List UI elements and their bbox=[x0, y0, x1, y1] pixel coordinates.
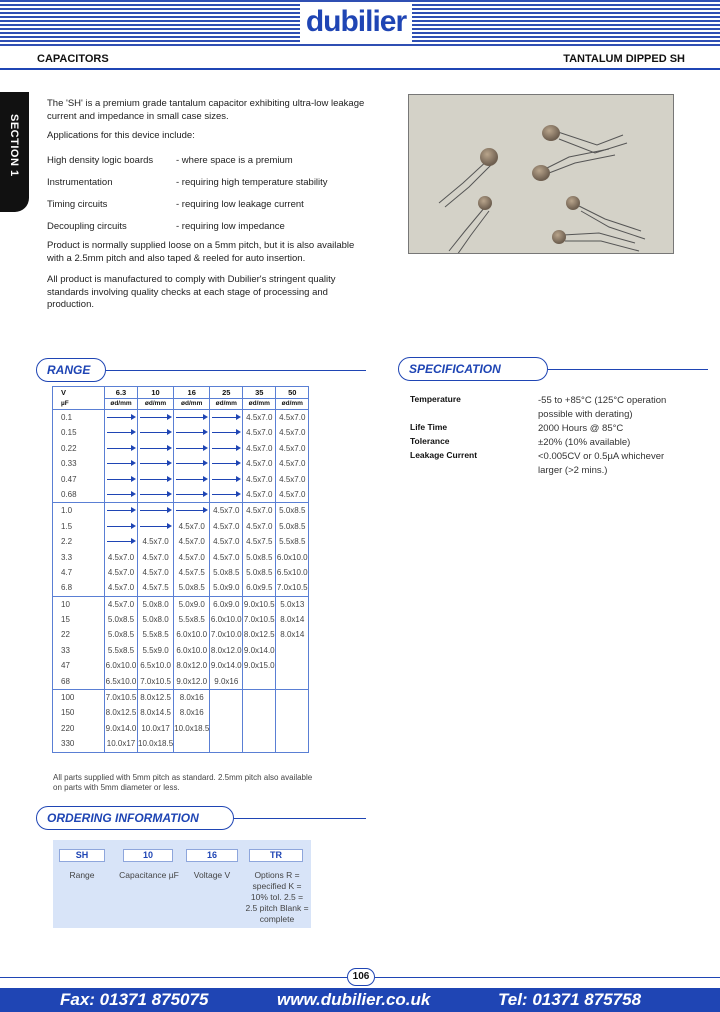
range-arrow bbox=[210, 456, 242, 471]
case-size: 8.0x12.0 bbox=[176, 661, 208, 671]
phone-number: Tel: 01371 875758 bbox=[498, 990, 642, 1009]
order-label-capacitance: Capacitance µF bbox=[119, 870, 179, 880]
case-size: 5.0x8.5 bbox=[107, 630, 135, 640]
range-arrow bbox=[210, 425, 242, 440]
case-size: 4.5x7.0 bbox=[246, 428, 273, 438]
case-size: 5.0x13 bbox=[280, 599, 305, 609]
capacitor-bead bbox=[480, 148, 498, 166]
capacitance-value: 0.1 bbox=[61, 413, 73, 422]
range-arrow bbox=[105, 503, 137, 518]
case-size: 5.0x8.0 bbox=[142, 615, 169, 625]
capacitor-bead bbox=[566, 196, 580, 210]
contact-footer bbox=[0, 988, 720, 1012]
case-size: 4.5x7.0 bbox=[107, 567, 135, 577]
case-size: 6.0x9.0 bbox=[213, 599, 240, 609]
fax-number: Fax: 01371 875075 bbox=[60, 990, 209, 1009]
voltage-header: 50 bbox=[276, 387, 309, 399]
voltage-header: 25 bbox=[210, 387, 243, 399]
range-arrow bbox=[105, 410, 137, 425]
case-size: 8.0x12.5 bbox=[243, 630, 275, 640]
capacitors-illustration bbox=[409, 95, 674, 254]
case-size: 5.0x8.5 bbox=[107, 615, 135, 625]
unit-header: ød/mm bbox=[243, 399, 276, 410]
order-code-capacitance: 10 bbox=[123, 849, 173, 862]
unit-header: ød/mm bbox=[138, 399, 174, 410]
specification-list bbox=[410, 394, 678, 478]
case-size: 4.5x7.0 bbox=[142, 552, 169, 562]
case-size: 6.5x10.0 bbox=[105, 676, 137, 686]
case-size: 8.0x16 bbox=[179, 693, 204, 703]
capacitance-value: 68 bbox=[61, 676, 70, 686]
case-size: 4.5x7.0 bbox=[178, 537, 205, 547]
case-size: 7.0x10.5 bbox=[105, 693, 137, 703]
case-size: 4.5x7.0 bbox=[279, 474, 306, 484]
case-size: 5.5x8.5 bbox=[142, 630, 169, 640]
order-code-range: SH bbox=[59, 849, 105, 862]
case-size: 9.0x10.5 bbox=[243, 599, 275, 609]
case-size: 4.5x7.0 bbox=[246, 521, 273, 531]
case-size: 4.5x7.0 bbox=[246, 459, 273, 469]
range-group bbox=[53, 690, 309, 753]
case-size: 10.0x18.5 bbox=[138, 739, 174, 749]
intro-paragraph: Applications for this device include: bbox=[47, 130, 195, 141]
case-size bbox=[243, 736, 275, 751]
spec-key: Temperature bbox=[410, 394, 461, 404]
range-arrow bbox=[138, 487, 173, 502]
capacitance-value: 0.47 bbox=[61, 474, 77, 484]
case-size: 4.5x7.0 bbox=[107, 552, 135, 562]
case-size: 10.0x17 bbox=[141, 723, 170, 733]
case-size: 8.0x14.5 bbox=[140, 708, 171, 718]
capacitance-value: 33 bbox=[61, 645, 70, 655]
brand-logo: dubilier bbox=[300, 4, 412, 42]
range-arrow bbox=[105, 472, 137, 487]
range-arrow bbox=[174, 472, 209, 487]
range-arrow bbox=[174, 410, 209, 425]
case-size: 4.5x7.5 bbox=[142, 583, 169, 593]
capacitance-value: 1.5 bbox=[61, 521, 73, 531]
case-size: 4.5x7.0 bbox=[213, 537, 240, 547]
size-column bbox=[210, 690, 243, 753]
case-size: 4.5x7.0 bbox=[178, 552, 205, 562]
case-size: 4.5x7.0 bbox=[246, 474, 273, 484]
applications-list bbox=[47, 155, 367, 243]
section-tab bbox=[0, 92, 29, 212]
case-size: 4.5x7.0 bbox=[107, 599, 135, 609]
spec-key: Life Time bbox=[410, 422, 448, 432]
capacitance-column bbox=[53, 503, 105, 596]
case-size: 6.0x10.0 bbox=[210, 615, 242, 625]
case-size: 5.0x8.5 bbox=[246, 552, 273, 562]
range-arrow bbox=[210, 487, 242, 502]
header-rule bbox=[0, 68, 720, 70]
size-column bbox=[174, 503, 210, 596]
case-size: 4.5x7.0 bbox=[246, 506, 273, 516]
voltage-header: 6.3 bbox=[105, 387, 138, 399]
application-desc: - where space is a premium bbox=[176, 155, 293, 166]
case-size bbox=[276, 721, 308, 736]
case-size: 7.0x10.5 bbox=[140, 676, 171, 686]
capacitance-column bbox=[53, 690, 105, 753]
range-heading: RANGE bbox=[36, 358, 106, 382]
application-desc: - requiring high temperature stability bbox=[176, 177, 328, 188]
case-size: 4.5x7.0 bbox=[279, 428, 306, 438]
size-column bbox=[276, 410, 309, 503]
case-size: 5.5x9.0 bbox=[142, 645, 169, 655]
case-size: 5.5x8.5 bbox=[178, 615, 205, 625]
case-size: 8.0x12.5 bbox=[105, 708, 137, 718]
capacitance-value: 0.15 bbox=[61, 428, 77, 438]
case-size: 5.0x8.5 bbox=[178, 583, 205, 593]
capacitance-value: 2.2 bbox=[61, 537, 73, 547]
case-size bbox=[243, 705, 275, 720]
case-size: 8.0x12.0 bbox=[210, 645, 242, 655]
capacitance-value: 6.8 bbox=[61, 583, 73, 593]
range-arrow bbox=[174, 441, 209, 456]
case-size: 4.5x7.0 bbox=[142, 537, 169, 547]
page-number-rule bbox=[375, 977, 720, 978]
application-desc: - requiring low impedance bbox=[176, 221, 285, 232]
size-column bbox=[210, 596, 243, 689]
range-arrow bbox=[210, 441, 242, 456]
spec-row bbox=[410, 436, 678, 450]
case-size: 4.5x7.0 bbox=[279, 489, 306, 499]
case-size bbox=[174, 736, 209, 751]
application-row bbox=[47, 199, 367, 221]
case-size: 5.0x9.0 bbox=[213, 583, 240, 593]
range-group bbox=[53, 410, 309, 503]
size-column bbox=[243, 596, 276, 689]
case-size: 9.0x14.0 bbox=[105, 723, 137, 733]
capacitance-label: µF bbox=[53, 399, 105, 410]
case-size: 4.5x7.0 bbox=[279, 459, 306, 469]
case-size: 6.5x10.0 bbox=[140, 661, 171, 671]
range-arrow bbox=[105, 456, 137, 471]
capacitance-value: 15 bbox=[61, 615, 70, 625]
case-size: 9.0x15.0 bbox=[243, 661, 275, 671]
case-size bbox=[276, 674, 308, 689]
spec-key: Leakage Current bbox=[410, 450, 478, 460]
page-number: 106 bbox=[347, 968, 375, 986]
case-size: 6.0x9.5 bbox=[246, 583, 273, 593]
range-arrow bbox=[138, 441, 173, 456]
capacitance-column bbox=[53, 410, 105, 503]
case-size: 10.0x18.5 bbox=[174, 723, 210, 733]
size-column bbox=[174, 596, 210, 689]
capacitance-value: 22 bbox=[61, 630, 70, 640]
case-size: 4.5x7.5 bbox=[246, 537, 273, 547]
case-size: 4.5x7.0 bbox=[142, 567, 169, 577]
application-name: Decoupling circuits bbox=[47, 221, 127, 232]
size-column bbox=[138, 503, 174, 596]
order-label-range: Range bbox=[69, 870, 95, 880]
size-column bbox=[174, 410, 210, 503]
capacitance-value: 220 bbox=[61, 723, 75, 733]
case-size bbox=[243, 674, 275, 689]
spec-value: -55 to +85°C (125°C operation possible with derating) bbox=[538, 395, 667, 420]
unit-header: ød/mm bbox=[174, 399, 210, 410]
capacitance-value: 0.33 bbox=[61, 459, 77, 469]
case-size bbox=[276, 658, 308, 673]
case-size: 7.0x10.5 bbox=[243, 615, 275, 625]
order-code-options: TR bbox=[249, 849, 303, 862]
case-size: 10.0x17 bbox=[106, 739, 136, 749]
intro-text bbox=[47, 97, 367, 148]
size-column bbox=[243, 503, 276, 596]
case-size: 6.0x10.0 bbox=[105, 661, 137, 671]
size-column bbox=[138, 690, 174, 753]
range-arrow bbox=[174, 503, 209, 518]
order-label-options: Options R = specified K = 10% tol. 2.5 = 2.5 pitch Blank = complete bbox=[245, 870, 309, 924]
specification-heading-rule bbox=[548, 369, 708, 370]
capacitance-column bbox=[53, 596, 105, 689]
voltage-header: 10 bbox=[138, 387, 174, 399]
spec-row bbox=[410, 450, 678, 478]
application-name: Timing circuits bbox=[47, 199, 108, 210]
size-column bbox=[276, 503, 309, 596]
case-size: 6.5x10.0 bbox=[276, 567, 308, 577]
case-size: 4.5x7.0 bbox=[213, 521, 240, 531]
ordering-heading-rule bbox=[234, 818, 366, 819]
case-size: 8.0x16 bbox=[179, 708, 204, 718]
case-size bbox=[210, 705, 242, 720]
capacitance-value: 100 bbox=[61, 693, 75, 703]
range-group bbox=[53, 503, 309, 596]
case-size: 4.5x7.0 bbox=[246, 413, 273, 422]
size-column bbox=[243, 690, 276, 753]
case-size bbox=[210, 736, 242, 751]
case-size: 5.5x8.5 bbox=[279, 537, 306, 547]
range-arrow bbox=[138, 425, 173, 440]
unit-header: ød/mm bbox=[276, 399, 309, 410]
application-name: Instrumentation bbox=[47, 177, 113, 188]
case-size: 4.5x7.0 bbox=[213, 552, 240, 562]
range-group bbox=[53, 596, 309, 689]
spec-row bbox=[410, 394, 678, 422]
spec-key: Tolerance bbox=[410, 436, 450, 446]
range-arrow bbox=[105, 441, 137, 456]
case-size: 5.0x9.0 bbox=[178, 599, 205, 609]
application-row bbox=[47, 155, 367, 177]
case-size: 4.5x7.0 bbox=[246, 443, 273, 453]
size-column bbox=[105, 503, 138, 596]
intro-paragraph: The 'SH' is a premium grade tantalum capacitor exhibiting ultra-low leakage current and impedance in small case sizes. bbox=[47, 98, 365, 122]
size-column bbox=[105, 690, 138, 753]
case-size: 9.0x14.0 bbox=[210, 661, 242, 671]
case-size: 5.0x8.0 bbox=[142, 599, 169, 609]
range-arrow bbox=[138, 472, 173, 487]
capacitance-value: 150 bbox=[61, 708, 75, 718]
case-size: 8.0x14 bbox=[280, 630, 305, 640]
size-column bbox=[174, 690, 210, 753]
intro-text-2 bbox=[47, 240, 367, 321]
size-column bbox=[243, 410, 276, 503]
case-size: 5.0x8.5 bbox=[279, 506, 306, 516]
case-size: 7.0x10.5 bbox=[276, 583, 308, 593]
case-size: 4.5x7.0 bbox=[279, 413, 306, 422]
case-size: 4.5x7.0 bbox=[246, 489, 273, 499]
spec-value: <0.005CV or 0.5µA whichever larger (>2 mins.) bbox=[538, 451, 665, 476]
category-title: CAPACITORS bbox=[37, 53, 109, 65]
capacitance-value: 0.22 bbox=[61, 443, 77, 453]
case-size bbox=[210, 690, 242, 705]
ordering-panel bbox=[53, 840, 311, 928]
case-size: 4.5x7.5 bbox=[178, 567, 205, 577]
range-arrow bbox=[138, 503, 173, 518]
size-column bbox=[138, 410, 174, 503]
case-size: 4.5x7.0 bbox=[213, 506, 240, 516]
intro-paragraph: All product is manufactured to comply with Dubilier's stringent quality standards involving quality checks at each stage of processing and production. bbox=[47, 274, 336, 310]
case-size: 5.5x8.5 bbox=[107, 645, 135, 655]
range-arrow bbox=[174, 456, 209, 471]
capacitance-value: 47 bbox=[61, 661, 70, 671]
case-size: 4.5x7.0 bbox=[178, 521, 205, 531]
voltage-header: 35 bbox=[243, 387, 276, 399]
size-column bbox=[105, 410, 138, 503]
range-arrow bbox=[138, 410, 173, 425]
case-size: 5.0x8.5 bbox=[246, 567, 273, 577]
range-table bbox=[52, 386, 309, 753]
voltage-label: V bbox=[53, 387, 105, 399]
capacitance-value: 1.0 bbox=[61, 506, 73, 516]
range-arrow bbox=[105, 487, 137, 502]
range-heading-rule bbox=[106, 370, 366, 371]
size-column bbox=[105, 596, 138, 689]
voltage-header: 16 bbox=[174, 387, 210, 399]
range-arrow bbox=[174, 425, 209, 440]
case-size: 9.0x16 bbox=[214, 676, 239, 686]
capacitance-value: 10 bbox=[61, 599, 70, 609]
case-size: 9.0x14.0 bbox=[243, 645, 275, 655]
intro-paragraph: Product is normally supplied loose on a 5mm pitch, but it is also available with a 2.5mm pitch and also taped & reeled for auto insertion. bbox=[47, 240, 355, 264]
case-size: 5.0x8.5 bbox=[213, 567, 240, 577]
case-size bbox=[243, 721, 275, 736]
size-column bbox=[210, 410, 243, 503]
case-size: 9.0x12.0 bbox=[176, 676, 208, 686]
size-column bbox=[138, 596, 174, 689]
product-title: TANTALUM DIPPED SH bbox=[563, 53, 685, 65]
size-column bbox=[276, 690, 309, 753]
case-size bbox=[276, 690, 308, 705]
case-size: 6.0x10.0 bbox=[276, 552, 308, 562]
capacitor-bead bbox=[552, 230, 566, 244]
range-arrow bbox=[138, 519, 173, 534]
order-code-voltage: 16 bbox=[186, 849, 238, 862]
range-arrow bbox=[174, 487, 209, 502]
application-desc: - requiring low leakage current bbox=[176, 199, 304, 210]
range-arrow bbox=[210, 472, 242, 487]
case-size bbox=[276, 705, 308, 720]
case-size bbox=[276, 643, 308, 658]
product-photo bbox=[408, 94, 674, 254]
capacitance-value: 330 bbox=[61, 739, 75, 749]
range-arrow bbox=[210, 410, 242, 425]
spec-value: 2000 Hours @ 85°C bbox=[538, 423, 624, 434]
case-size: 8.0x14 bbox=[280, 615, 305, 625]
capacitance-value: 3.3 bbox=[61, 552, 73, 562]
application-row bbox=[47, 177, 367, 199]
capacitor-bead bbox=[478, 196, 492, 210]
application-name: High density logic boards bbox=[47, 155, 154, 166]
capacitor-bead bbox=[532, 165, 550, 181]
case-size: 8.0x12.5 bbox=[140, 693, 171, 703]
range-arrow bbox=[105, 425, 137, 440]
range-footnote: All parts supplied with 5mm pitch as standard. 2.5mm pitch also available on parts with 5mm diameter or less. bbox=[53, 773, 313, 792]
size-column bbox=[276, 596, 309, 689]
specification-heading: SPECIFICATION bbox=[398, 357, 548, 381]
spec-value: ±20% (10% available) bbox=[538, 437, 631, 448]
case-size: 4.5x7.0 bbox=[279, 443, 306, 453]
size-column bbox=[210, 503, 243, 596]
case-size: 4.5x7.0 bbox=[107, 583, 135, 593]
case-size bbox=[210, 721, 242, 736]
order-label-voltage: Voltage V bbox=[193, 870, 231, 880]
unit-header: ød/mm bbox=[105, 399, 138, 410]
case-size: 5.0x8.5 bbox=[279, 521, 306, 531]
page-number-rule bbox=[0, 977, 347, 978]
ordering-heading: ORDERING INFORMATION bbox=[36, 806, 234, 830]
range-arrow bbox=[105, 519, 137, 534]
website-link[interactable]: www.dubilier.co.uk bbox=[277, 990, 431, 1009]
range-arrow bbox=[138, 456, 173, 471]
case-size: 6.0x10.0 bbox=[176, 630, 208, 640]
capacitance-value: 0.68 bbox=[61, 489, 77, 499]
unit-header: ød/mm bbox=[210, 399, 243, 410]
case-size bbox=[243, 690, 275, 705]
spec-row bbox=[410, 422, 678, 436]
range-arrow bbox=[105, 534, 137, 549]
case-size: 7.0x10.0 bbox=[210, 630, 242, 640]
case-size bbox=[276, 736, 308, 751]
section-label: SECTION 1 bbox=[8, 114, 20, 177]
capacitor-bead bbox=[542, 125, 560, 141]
case-size: 6.0x10.0 bbox=[176, 645, 208, 655]
capacitance-value: 4.7 bbox=[61, 567, 73, 577]
